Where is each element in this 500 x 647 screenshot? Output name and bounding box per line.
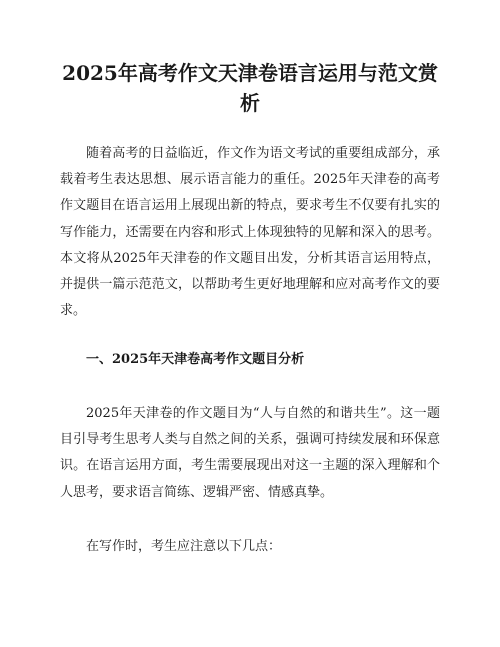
section-heading: 一、2025年天津卷高考作文题目分析: [86, 352, 305, 367]
intro-paragraph: 随着高考的日益临近，作文作为语文考试的重要组成部分，承载着考生表达思想、展示语言能力的重任。2025年天津卷的高考作文题目在语言运用上展现出新的特点，要求考生不仅要有扎实的写作能力，还需要在内容和形式上体现独特的见解和深入的思考。本文将从2025年天津卷的作文题目出发，分析其语言运用特点，并提供一篇示范范文，以帮助考生更好地理解和应对高考作文的要求。: [60, 146, 440, 319]
analysis-paragraph: 2025年天津卷的作文题目为“人与自然的和谐共生”。这一题目引导考生思考人类与自然之间的关系，强调可持续发展和环保意识。在语言运用方面，考生需要展现出对这一主题的深入理解和个人思考，要求语言简练、逻辑严密、情感真挚。: [60, 406, 440, 500]
notes-intro-paragraph: 在写作时，考生应注意以下几点：: [86, 539, 282, 554]
document-title: 2025年高考作文天津卷语言运用与范文赏析: [62, 61, 438, 115]
